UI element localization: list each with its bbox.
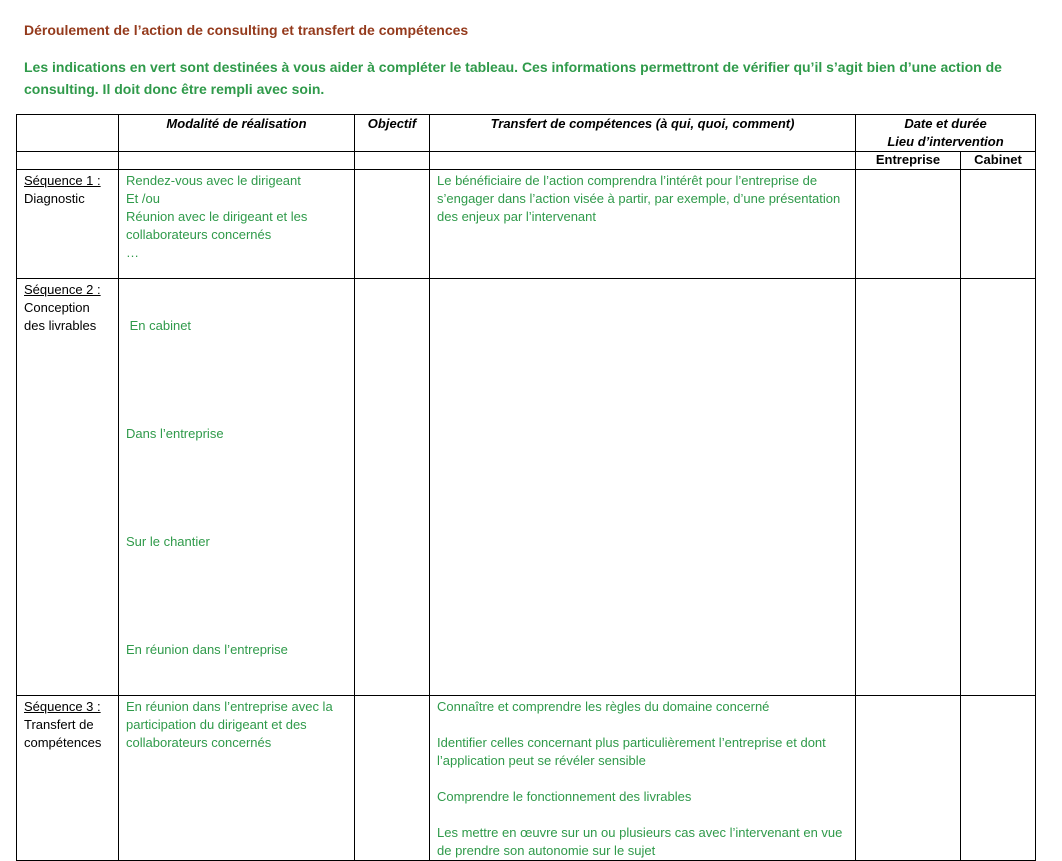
- transfert-line: Connaître et comprendre les règles du domaine concerné: [437, 699, 770, 714]
- sequence-label: Séquence 2 :: [24, 282, 101, 297]
- sequence-name: des livrables: [24, 318, 97, 333]
- header-objectif: Objectif: [355, 115, 430, 152]
- header-row: [17, 115, 1036, 152]
- header-transfert: Transfert de compétences (à qui, quoi, comment): [430, 115, 856, 152]
- subheader-cabinet: Cabinet: [961, 152, 1036, 170]
- modalite-line: Dans l’entreprise: [126, 426, 224, 441]
- header-date-line2: Lieu d’intervention: [887, 134, 1004, 149]
- transfert-line: Les mettre en œuvre sur un ou plusieurs cas avec l’intervenant en vue de prendre son autonomie sur le sujet: [437, 825, 843, 858]
- entreprise-cell[interactable]: [856, 279, 961, 696]
- sequence-name: Conception: [24, 300, 90, 315]
- document-title: Déroulement de l’action de consulting et transfert de compétences: [24, 22, 469, 38]
- subheader-empty-cell: [355, 152, 430, 170]
- sequence-cell: [17, 170, 119, 279]
- modalite-line: En réunion dans l’entreprise avec la participation du dirigeant et des collaborateurs concernés: [126, 699, 333, 750]
- transfert-cell: [430, 170, 856, 279]
- objectif-cell[interactable]: [355, 696, 430, 861]
- transfert-line: Identifier celles concernant plus particulièrement l’entreprise et dont l’application peut se révéler sensible: [437, 735, 826, 768]
- modalite-line: Et /ou: [126, 191, 160, 206]
- intro-paragraph: Les indications en vert sont destinées à vous aider à compléter le tableau. Ces informations permettront de vérifier qu’il s’agit bien d’une action de consulting. Il doit donc être rempli avec soin.: [24, 59, 1002, 97]
- header-empty-cell: [17, 115, 119, 152]
- modalite-line: …: [126, 245, 139, 260]
- table-row: [17, 170, 1036, 279]
- modalite-cell: [119, 170, 355, 279]
- modalite-cell: [119, 696, 355, 861]
- objectif-cell[interactable]: [355, 170, 430, 279]
- sequence-name: compétences: [24, 735, 102, 750]
- modalite-line: En cabinet: [126, 318, 192, 333]
- subheader-entreprise: Entreprise: [856, 152, 961, 170]
- sequence-label: Séquence 1 :: [24, 173, 101, 188]
- transfert-line: Le bénéficiaire de l’action comprendra l’intérêt pour l’entreprise de s’engager dans l’action visée à partir, par exemple, d’une présentation des enjeux par l’intervenant: [437, 173, 841, 224]
- sequence-label: Séquence 3 :: [24, 699, 101, 714]
- modalite-line: Rendez-vous avec le dirigeant: [126, 173, 301, 188]
- cabinet-cell[interactable]: [961, 279, 1036, 696]
- cabinet-cell[interactable]: [961, 170, 1036, 279]
- sequence-cell: [17, 279, 119, 696]
- sequence-name: Diagnostic: [24, 191, 85, 206]
- cabinet-cell[interactable]: [961, 696, 1036, 861]
- entreprise-cell[interactable]: [856, 170, 961, 279]
- subheader-empty-cell: [17, 152, 119, 170]
- modalite-line: En réunion dans l’entreprise: [126, 642, 288, 657]
- objectif-cell[interactable]: [355, 279, 430, 696]
- consulting-table: [16, 114, 1036, 861]
- subheader-row: [17, 152, 1036, 170]
- header-date-lieu: [856, 115, 1036, 152]
- transfert-cell[interactable]: [430, 279, 856, 696]
- entreprise-cell[interactable]: [856, 696, 961, 861]
- subheader-empty-cell: [119, 152, 355, 170]
- table-row: [17, 279, 1036, 696]
- modalite-cell: [119, 279, 355, 696]
- table-row: [17, 696, 1036, 861]
- subheader-empty-cell: [430, 152, 856, 170]
- transfert-cell: [430, 696, 856, 861]
- header-modalite: Modalité de réalisation: [119, 115, 355, 152]
- modalite-line: Sur le chantier: [126, 534, 210, 549]
- sequence-cell: [17, 696, 119, 861]
- sequence-name: Transfert de: [24, 717, 94, 732]
- header-date-line1: Date et durée: [904, 116, 987, 131]
- modalite-line: Réunion avec le dirigeant et les collaborateurs concernés: [126, 209, 308, 242]
- transfert-line: Comprendre le fonctionnement des livrables: [437, 789, 692, 804]
